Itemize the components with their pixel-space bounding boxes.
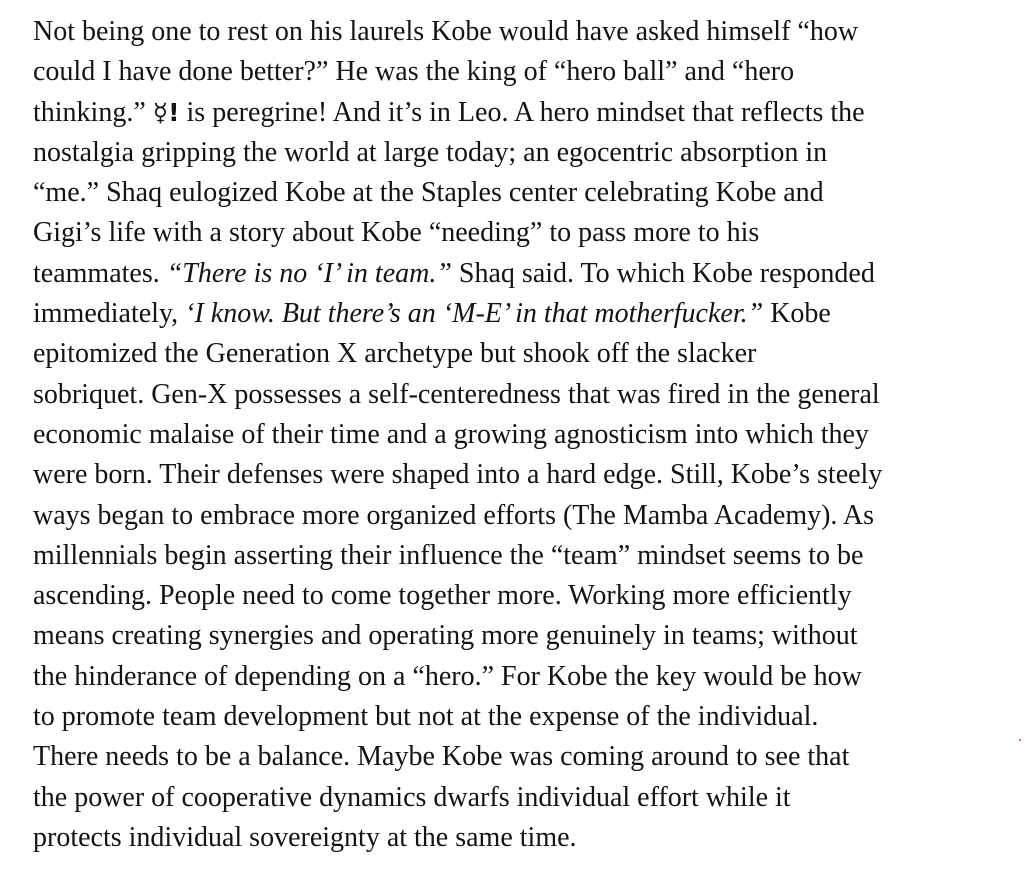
text-line-7: teammates. “There is no ‘I’ in team.” Shaq said. To which Kobe responded (33, 257, 875, 289)
text-line-12: were born. Their defenses were shaped into a hard edge. Still, Kobe’s steely (33, 459, 883, 491)
stray-red-mark (1019, 739, 1021, 741)
text-line-4: nostalgia gripping the world at large today; an egocentric absorption in (33, 136, 828, 168)
body-paragraph (33, 12, 1008, 858)
text-line-1: Not being one to rest on his laurels Kobe would have asked himself “how (33, 16, 859, 47)
text-line-17: the hinderance of depending on a “hero.” For Kobe the key would be how (33, 660, 862, 692)
text-line-10: sobriquet. Gen-X possesses a self-centeredness that was fired in the general (33, 378, 880, 410)
text-line-8: immediately, ‘I know. But there’s an ‘M-E’ in that motherfucker.” Kobe (33, 298, 831, 330)
text-line-6: Gigi’s life with a story about Kobe “needing” to pass more to his (33, 217, 760, 249)
text-line-14: millennials begin asserting their influence the “team” mindset seems to be (33, 539, 864, 571)
text-line-13: ways began to embrace more organized efforts (The Mamba Academy). As (33, 499, 874, 531)
italic-quote-kobe: ‘I know. But there’s an ‘M-E’ in that motherfucker.” (185, 298, 764, 330)
document-page (33, 12, 1008, 872)
text-line-3: thinking.” ☿! is peregrine! And it’s in Leo. A hero mindset that reflects the (33, 96, 865, 128)
mercury-symbol: ☿! (152, 97, 180, 127)
text-line-9: epitomized the Generation X archetype but shook off the slacker (33, 338, 757, 370)
text-line-2: could I have done better?” He was the king of “hero ball” and “hero (33, 56, 795, 88)
text-line-18: to promote team development but not at the expense of the individual. (33, 701, 819, 733)
text-line-11: economic malaise of their time and a growing agnosticism into which they (33, 418, 869, 450)
text-line-20: the power of cooperative dynamics dwarfs individual effort while it (33, 781, 791, 813)
text-line-15: ascending. People need to come together more. Working more efficiently (33, 580, 852, 612)
text-line-5: “me.” Shaq eulogized Kobe at the Staples center celebrating Kobe and (33, 177, 824, 209)
italic-quote-shaq: “There is no ‘I’ in team.” (166, 257, 452, 289)
text-line-21: protects individual sovereignty at the same time. (33, 821, 577, 853)
text-line-16: means creating synergies and operating more genuinely in teams; without (33, 620, 858, 652)
text-line-19: There needs to be a balance. Maybe Kobe was coming around to see that (33, 741, 850, 773)
